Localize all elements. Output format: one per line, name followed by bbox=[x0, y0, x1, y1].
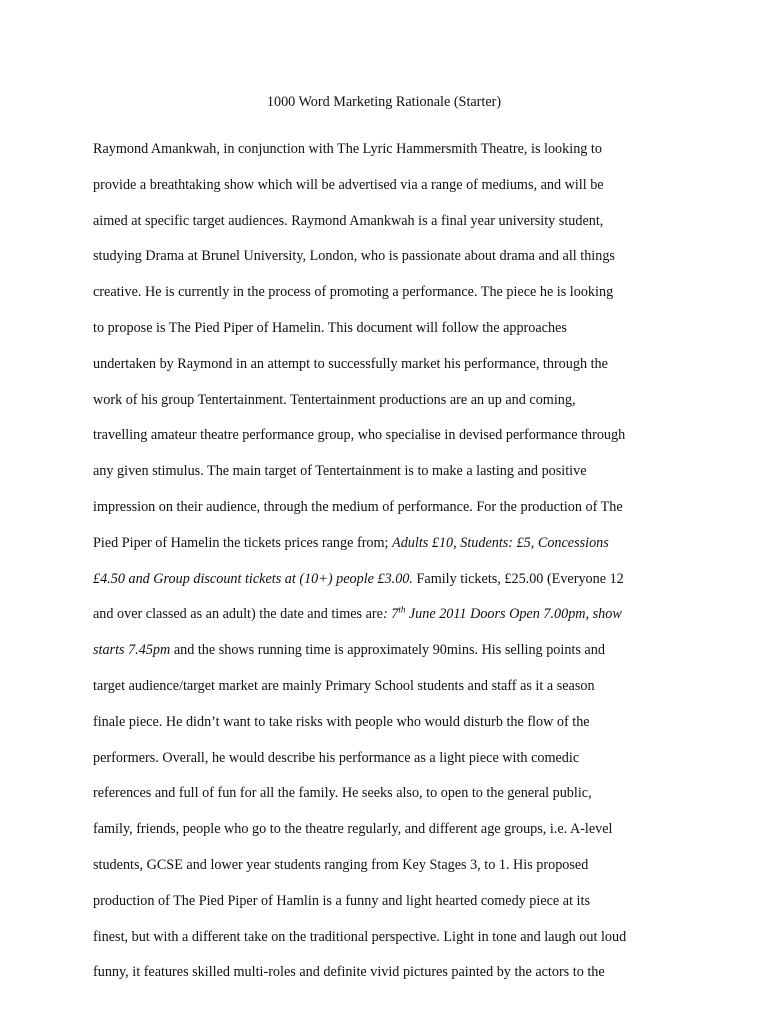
ticket-prices-italic: Adults £10, Students: £5, Concessions bbox=[392, 534, 609, 551]
text-line-ticket-prices bbox=[93, 531, 693, 567]
text-line: family, friends, people who go to the theatre regularly, and different age groups, i.e. A-level bbox=[93, 821, 613, 838]
text-line: aimed at specific target audiences. Raymond Amankwah is a final year university student, bbox=[93, 212, 604, 229]
text-line-date bbox=[93, 602, 693, 638]
text-line: production of The Pied Piper of Hamlin is a funny and light hearted comedy piece at its bbox=[93, 892, 590, 909]
text-line: performers. Overall, he would describe his performance as a light piece with comedic bbox=[93, 749, 580, 766]
ordinal-suffix: th bbox=[398, 604, 406, 615]
text-line: provide a breathtaking show which will be advertised via a range of mediums, and will be bbox=[93, 176, 604, 193]
text-line-ticket-prices-cont bbox=[93, 567, 693, 603]
text-line: students, GCSE and lower year students ranging from Key Stages 3, to 1. His proposed bbox=[93, 856, 589, 873]
text-segment: Pied Piper of Hamelin the tickets prices range from; bbox=[93, 534, 393, 551]
text-line: Raymond Amankwah, in conjunction with The Lyric Hammersmith Theatre, is looking to bbox=[93, 141, 602, 157]
text-line: undertaken by Raymond in an attempt to successfully market his performance, through the bbox=[93, 355, 608, 372]
text-line: references and full of fun for all the family. He seeks also, to open to the general public, bbox=[93, 785, 592, 802]
text-line: to propose is The Pied Piper of Hamelin. This document will follow the approaches bbox=[93, 319, 567, 336]
text-line: work of his group Tentertainment. Tentertainment productions are an up and coming, bbox=[93, 391, 576, 408]
text-line: finest, but with a different take on the traditional perspective. Light in tone and laugh out loud bbox=[93, 928, 627, 945]
date-rest: June 2011 Doors Open 7.00pm, show bbox=[405, 606, 622, 623]
text-line: funny, it features skilled multi-roles and definite vivid pictures painted by the actors to the bbox=[93, 964, 605, 981]
date-italic bbox=[383, 606, 622, 622]
text-segment: Family tickets, £25.00 (Everyone 12 bbox=[412, 570, 624, 587]
document-title: 1000 Word Marketing Rationale (Starter) bbox=[266, 94, 502, 110]
text-line: creative. He is currently in the process of promoting a performance. The piece he is looking bbox=[93, 284, 614, 301]
text-line: travelling amateur theatre performance group, who specialise in devised performance through bbox=[93, 427, 626, 444]
text-line: any given stimulus. The main target of Tentertainment is to make a lasting and positive bbox=[93, 463, 587, 480]
show-time-italic: starts 7.45pm bbox=[93, 642, 171, 659]
text-line: studying Drama at Brunel University, London, who is passionate about drama and all things bbox=[93, 248, 615, 265]
text-line: target audience/target market are mainly Primary School students and staff as it a season bbox=[93, 677, 595, 694]
ticket-prices-italic: £4.50 and Group discount tickets at (10+) people £3.00. bbox=[93, 570, 413, 587]
text-line-show-time bbox=[93, 638, 693, 674]
text-line: impression on their audience, through the medium of performance. For the production of The bbox=[93, 498, 623, 515]
date-prefix: : 7 bbox=[382, 606, 399, 623]
text-segment: and the shows running time is approximately 90mins. His selling points and bbox=[170, 642, 605, 659]
text-segment: and over classed as an adult) the date and times are bbox=[93, 606, 383, 623]
body-paragraph bbox=[93, 137, 693, 996]
text-line: finale piece. He didn’t want to take risks with people who would disturb the flow of the bbox=[93, 713, 590, 730]
